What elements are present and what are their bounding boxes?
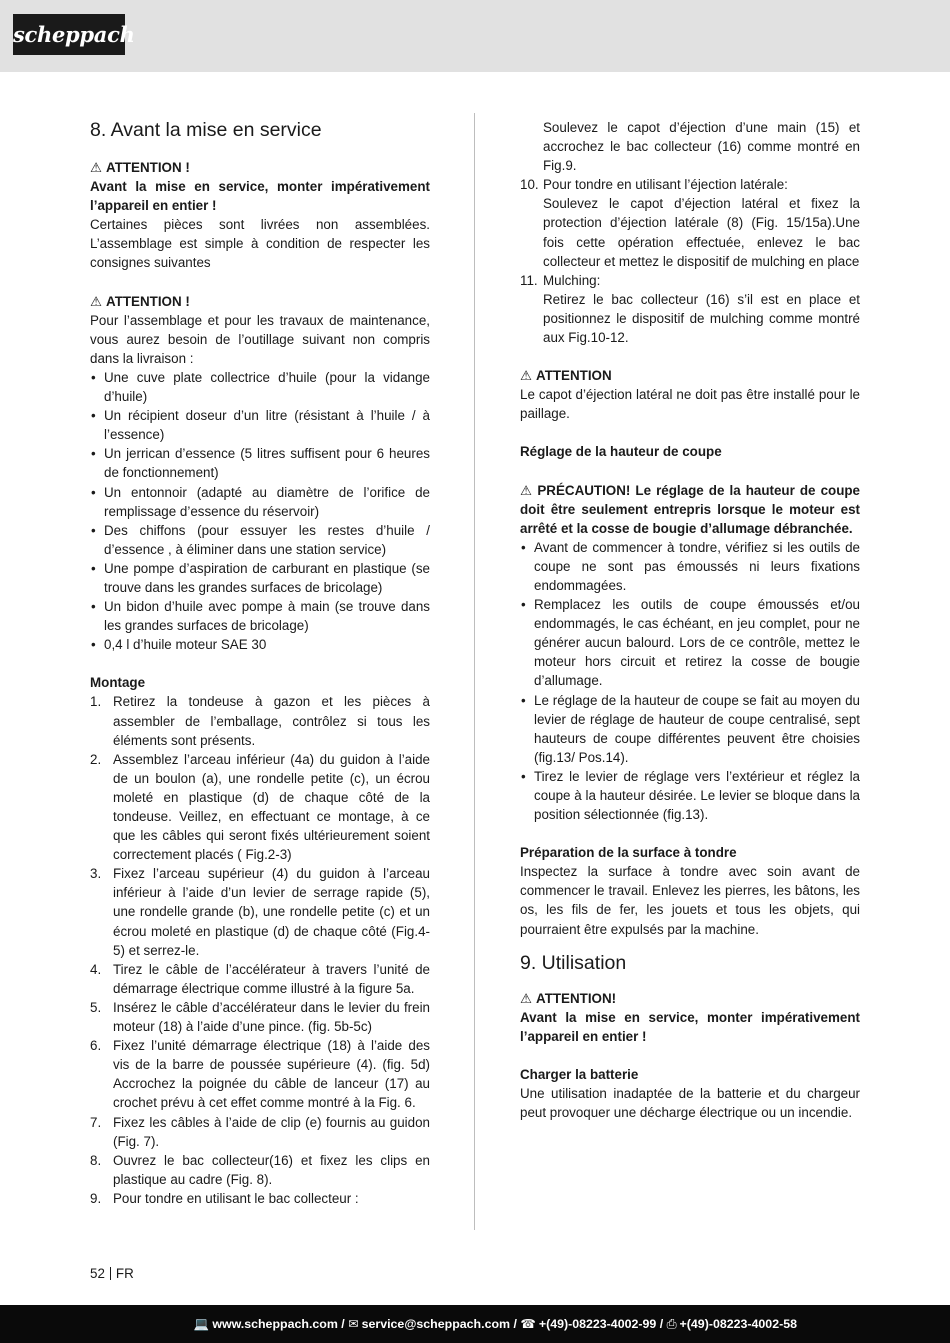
warning-triangle-icon: ⚠ [520, 368, 533, 384]
list-item: • Le réglage de la hauteur de coupe se fait au moyen du levier de réglage de hauteur de coupe centralisé, sept hauteurs de coupe différentes peuvent être choisies (fig.13/ Pos.14). [520, 691, 860, 767]
email-link[interactable]: service@scheppach.com / [361, 1317, 517, 1331]
montage-heading: Montage [90, 675, 146, 691]
mail-icon: ✉ [348, 1317, 359, 1331]
montage-steps-continued [520, 175, 860, 194]
attention-bold-1: Avant la mise en service, monter impérativement l’appareil en entier ! [90, 179, 430, 214]
right-column [520, 118, 860, 1122]
list-item: • Tirez le levier de réglage vers l’extérieur et réglez la coupe à la hauteur désirée. Le levier se bloque dans la position sélectionnée (fig.13). [520, 767, 860, 824]
list-item: 4. Tirez le câble de l’accélérateur à travers l’unité de démarrage électrique comme illustré à la figure 5a. [90, 961, 430, 996]
list-item: 2. Assemblez l’arceau inférieur (4a) du guidon à l’aide de un boulon (a), une rondelle petite (c), un écrou moleté en plastique (d) de chaque côté de la tondeuse. Veillez, en effectuant ce montage, à ce que les câbles qui seront fixés ultérieurement soient correctement placés ( Fig.2-3) [90, 751, 430, 863]
attention-text-1: Certaines pièces sont livrées non assemblées. L’assemblage est simple à condition de respecter les consignes suivantes [90, 217, 430, 271]
fax-number: +(49)-08223-4002-58 [679, 1317, 797, 1331]
surface-prep-heading: Préparation de la surface à tondre [520, 845, 737, 861]
step-9-continuation: Soulevez le capot d’éjection d’une main (15) et accrochez le bac collecteur (16) comme montré en Fig.9. [543, 120, 860, 174]
left-column [90, 118, 430, 1208]
cutting-height-heading: Réglage de la hauteur de coupe [520, 444, 722, 460]
list-item: • Un bidon d’huile avec pompe à main (se trouve dans les grandes surfaces de bricolage) [90, 597, 430, 635]
footer-contact-bar [0, 1305, 950, 1343]
list-item: • Une cuve plate collectrice d’huile (pour la vidange d’huile) [90, 368, 430, 406]
attention-label-4: ⚠ ATTENTION! [520, 990, 617, 1006]
warning-triangle-icon: ⚠ [520, 482, 534, 498]
page-number: 52 FR [90, 1266, 134, 1281]
battery-heading: Charger la batterie [520, 1066, 639, 1082]
attention-text-2: Pour l’assemblage et pour les travaux de maintenance, vous aurez besoin de l’outillage suivant non compris dans la livraison : [90, 312, 430, 366]
battery-text: Une utilisation inadaptée de la batterie et du chargeur peut provoquer une décharge électrique ou un incendie. [520, 1086, 860, 1121]
montage-steps [90, 692, 430, 1208]
list-item: 9. Pour tondre en utilisant le bac collecteur : [90, 1190, 359, 1206]
header-band [0, 0, 950, 72]
attention-label-2: ⚠ ATTENTION ! [90, 293, 190, 309]
attention-label-1: ⚠ ATTENTION ! [90, 160, 190, 175]
list-item: 1. Retirez la tondeuse à gazon et les pièces à assembler de l’emballage, contrôlez si tous les éléments sont présents. [90, 694, 430, 748]
scheppach-logo: scheppach [13, 14, 125, 55]
attention-text-3: Le capot d’éjection latéral ne doit pas être installé pour le paillage. [520, 387, 860, 422]
step-11-continuation: Retirez le bac collecteur (16) s’il est en place et positionnez le dispositif de mulching comme montré aux Fig.10-12. [543, 291, 860, 346]
cutting-height-list [520, 538, 860, 824]
list-item: 8. Ouvrez le bac collecteur(16) et fixez les clips en plastique au cadre (Fig. 8). [90, 1152, 430, 1187]
section-8-title: 8. Avant la mise en service [90, 119, 322, 141]
website-link[interactable]: www.scheppach.com / [212, 1317, 345, 1331]
tools-list [90, 368, 430, 654]
list-item: • 0,4 l d’huile moteur SAE 30 [90, 635, 430, 654]
attention-bold-4: Avant la mise en service, monter impérativement l’appareil en entier ! [520, 1009, 860, 1044]
list-item: • Remplacez les outils de coupe émoussés et/ou endommagés, le cas échéant, en jeu complet, pour ne générer aucun balourd. Lors de ce contrôle, mettez le moteur hors circuit et retirez la cosse de bougie d’allumage. [520, 595, 860, 690]
list-item: 5. Insérez le câble d’accélérateur dans le levier du frein moteur (18) à l’aide d’une pince. (fig. 5b-5c) [90, 999, 430, 1035]
list-item: • Un jerrican d’essence (5 litres suffisent pour 6 heures de fonctionnement) [90, 444, 430, 482]
fax-icon: ⎙ [666, 1317, 677, 1331]
list-item: 11. Mulching: [520, 272, 601, 288]
phone-number: +(49)-08223-4002-99 / [538, 1317, 664, 1331]
list-item: • Une pompe d’aspiration de carburant en plastique (se trouve dans les grandes surfaces de bricolage) [90, 559, 430, 597]
list-item: • Un entonnoir (adapté au diamètre de l’orifice de remplissage d’essence du réservoir) [90, 483, 430, 521]
warning-triangle-icon: ⚠ [90, 160, 103, 175]
list-item: 6. Fixez l’unité démarrage électrique (18) à l’aide des vis de la barre de poussée supérieure (4). (fig. 5d) Accrochez la poignée du câble de lanceur (17) au crochet prévu à cet effet comme montré à la Fig. 6. [90, 1038, 430, 1111]
list-item: 3. Fixez l’arceau supérieur (4) du guidon à l’arceau inférieur à l’aide d’un levier de serrage rapide (5), une rondelle grande (b), une rondelle petite (c) et un écrou moleté en plastique (d) de chaque côté (Fig.4-5) et serrez-le. [90, 866, 430, 958]
warning-triangle-icon: ⚠ [520, 990, 533, 1006]
warning-triangle-icon: ⚠ [90, 293, 103, 309]
list-item: 7. Fixez les câbles à l’aide de clip (e) fournis au guidon (Fig. 7). [90, 1114, 430, 1149]
precaution-text: ⚠ PRÉCAUTION! Le réglage de la hauteur de coupe doit être seulement entrepris lorsque le moteur est arrêté et la cosse de bougie d’allumage débranchée. [520, 482, 861, 536]
attention-label-3: ⚠ ATTENTION [520, 368, 612, 384]
list-item: • Un récipient doseur d’un litre (résistant à l’huile / à l’essence) [90, 406, 430, 444]
list-item: 10. Pour tondre en utilisant l’éjection latérale: [520, 177, 788, 193]
computer-icon: 💻 [193, 1317, 210, 1331]
phone-icon: ☎ [520, 1317, 536, 1331]
column-divider [474, 113, 475, 1230]
surface-prep-text: Inspectez la surface à tondre avec soin avant de commencer le travail. Enlevez les pierres, les bâtons, les os, les fils de fer, les jouets et tous les objets, qui pourraient être expulsés par la machine. [520, 864, 860, 937]
list-item: • Avant de commencer à tondre, vérifiez si les outils de coupe ne sont pas émoussés ni leurs fixations endommagées. [520, 538, 860, 595]
list-item: • Des chiffons (pour essuyer les restes d’huile / d’essence , à éliminer dans une station service) [90, 521, 430, 559]
step-10-continuation: Soulevez le capot d’éjection latéral et fixez la protection d’éjection latérale (8) (Fig. 15/15a).Une fois cette opération effectuée, enlevez le bac collecteur et mettez le dispositif de mulching en place [543, 196, 860, 269]
section-9-title: 9. Utilisation [520, 951, 627, 974]
